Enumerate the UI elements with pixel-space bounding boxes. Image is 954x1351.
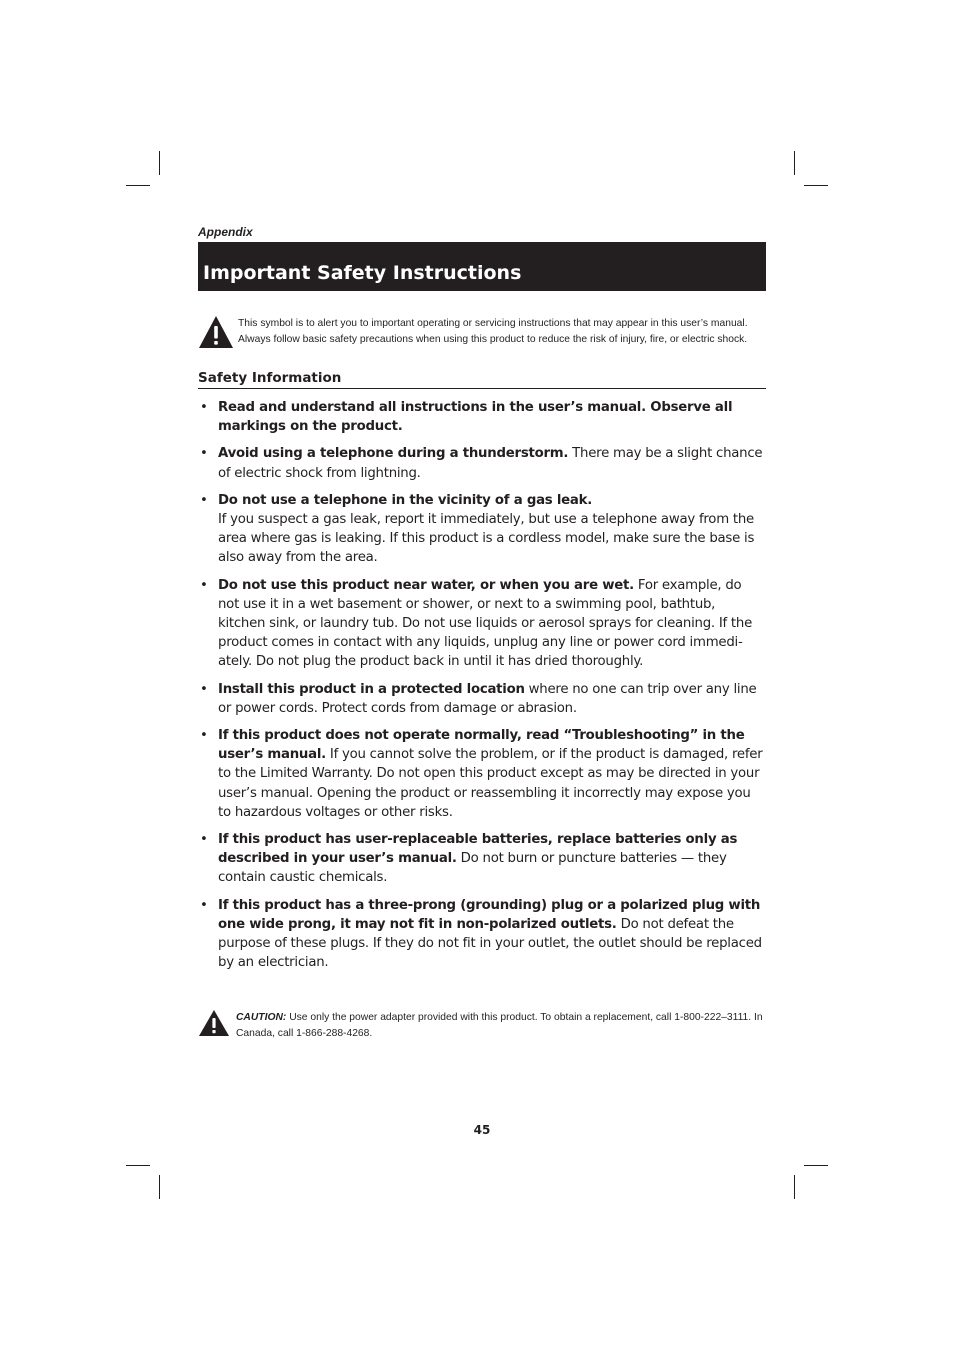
crop-mark bbox=[804, 1165, 828, 1166]
item-text: If you cannot solve the problem, or if the product is damaged, refer to the Limited Warranty. Do not open this product except as may be directed in your user’s manual. Opening the product or reassembling it incorrectly may expose you to hazardous voltages or other risks. bbox=[218, 747, 763, 820]
notice-text: This symbol is to alert you to important operating or servicing instructions that may appear in this user’s manual. Always follow basic safety precautions when using this product to reduce the risk of injury, fire, or electric shock. bbox=[238, 318, 748, 345]
item-lead: If this product has user-replaceable batteries, replace batteries only as described in your user’s manual. bbox=[218, 832, 738, 867]
caution-label: CAUTION: bbox=[236, 1012, 287, 1023]
crop-mark bbox=[126, 185, 150, 186]
item-lead: • Do not use a telephone in the vicinity of a gas leak. bbox=[218, 492, 593, 508]
page-number: 45 bbox=[473, 1123, 491, 1137]
crop-mark bbox=[159, 1175, 160, 1199]
item-text: Do not defeat the purpose of these plugs. If they do not fit in your outlet, the outlet should be replaced by an electrician. bbox=[218, 916, 762, 971]
item-text: Do not burn or puncture batteries — they contain caustic chemicals. bbox=[218, 851, 727, 886]
item-lead: Install this product in a protected location bbox=[218, 681, 525, 697]
item-text: where no one can trip over any line or power cords. Protect cords from damage or abrasion. bbox=[218, 681, 757, 716]
crop-mark bbox=[794, 1175, 795, 1199]
list-item bbox=[198, 896, 766, 973]
crop-mark bbox=[804, 185, 828, 186]
item-text: If you suspect a gas leak, report it immediately, but use a telephone away from the area where gas is leaking. If this product is a cordless model, make sure the base is also away from the area. bbox=[218, 512, 755, 566]
section-label: Appendix bbox=[198, 225, 253, 239]
list-item bbox=[198, 680, 766, 718]
item-lead: If this product has a three-prong (grounding) plug or a polarized plug with one wide prong, it may not fit in non-polarized outlets. bbox=[218, 897, 761, 932]
item-lead: If this product does not operate normally, read “Troubleshooting” in the user’s manual. bbox=[218, 728, 745, 763]
item-lead: Do not use this product near water, or when you are wet. bbox=[218, 577, 634, 593]
list-item bbox=[198, 491, 766, 568]
crop-mark bbox=[126, 1165, 150, 1166]
page-title: Important Safety Instructions bbox=[203, 262, 522, 284]
list-item bbox=[198, 726, 766, 822]
safety-list bbox=[198, 398, 766, 980]
list-item bbox=[198, 576, 766, 672]
item-lead: Avoid using a telephone during a thunderstorm. bbox=[218, 446, 569, 462]
crop-mark bbox=[159, 151, 160, 175]
warning-triangle-icon bbox=[198, 1009, 230, 1042]
section-heading: Safety Information bbox=[198, 370, 766, 389]
title-bar bbox=[198, 242, 766, 291]
item-text: There may be a slight chance of electric shock from lightning. bbox=[218, 446, 763, 481]
list-item bbox=[198, 444, 766, 482]
item-lead: Read and understand all instructions in the user’s manual. Observe all markings on the product. bbox=[218, 400, 733, 435]
crop-mark bbox=[794, 151, 795, 175]
caution-text bbox=[236, 1010, 770, 1042]
warning-triangle-icon bbox=[198, 315, 234, 354]
list-item bbox=[198, 398, 766, 436]
caution-body: Use only the power adapter provided with this product. To obtain a replacement, call 1-800-222–3111. In Canada, call 1-866-288-4268. bbox=[236, 1012, 763, 1039]
item-text: For example, do not use it in a wet basement or shower, or next to a swimming pool, bathtub, kitchen sink, or laundry tub. Do not use liquids or aerosol sprays for cleaning. If the product comes in contact with any liquids, unplug any line or power cord immedi-ately. Do not plug the product back in until it has dried thoroughly. bbox=[218, 577, 753, 670]
list-item bbox=[198, 830, 766, 888]
